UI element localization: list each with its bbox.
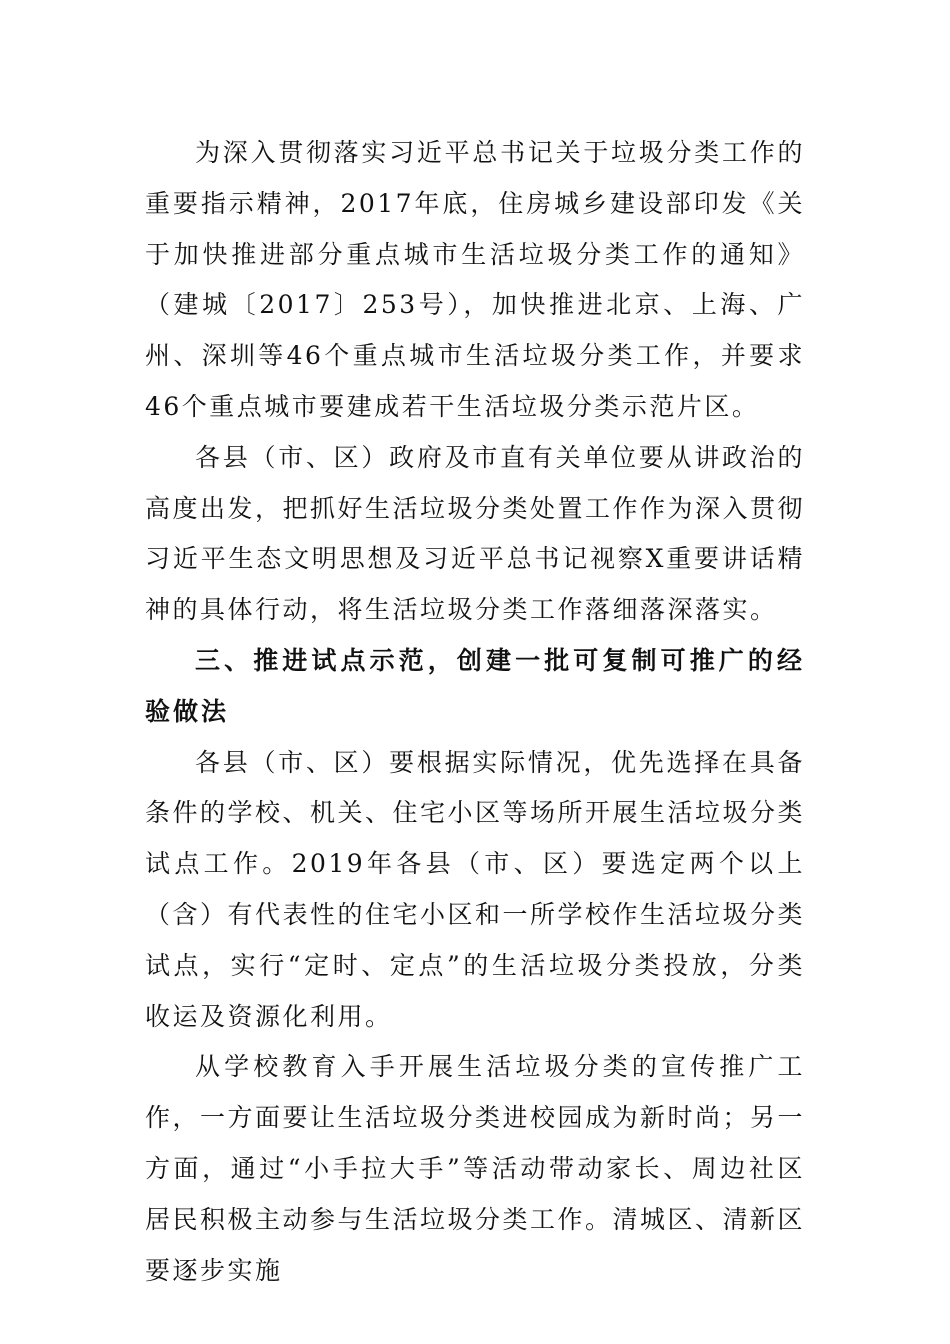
- document-body: [145, 128, 805, 1296]
- section-paragraph-1: 各县（市、区）要根据实际情况，优先选择在具备条件的学校、机关、住宅小区等场所开展生活垃圾分类试点工作。2019年各县（市、区）要选定两个以上（含）有代表性的住宅小区和一所学校作生活垃圾分类试点，实行“定时、定点”的生活垃圾分类投放，分类收运及资源化利用。: [145, 747, 806, 1031]
- body-paragraph-1: 为深入贯彻落实习近平总书记关于垃圾分类工作的重要指示精神，2017年底，住房城乡建设部印发《关于加快推进部分重点城市生活垃圾分类工作的通知》（建城〔2017〕253号），加快推进北京、上海、广州、深圳等46个重点城市生活垃圾分类工作，并要求46个重点城市要建成若干生活垃圾分类示范片区。: [145, 138, 805, 421]
- section-paragraph-2: 从学校教育入手开展生活垃圾分类的宣传推广工作，一方面要让生活垃圾分类进校园成为新时尚；另一方面，通过“小手拉大手”等活动带动家长、周边社区居民积极主动参与生活垃圾分类工作。清城区、清新区要逐步实施: [145, 1052, 806, 1285]
- section-heading: 三、推进试点示范，创建一批可复制可推广的经验做法: [145, 645, 805, 726]
- body-paragraph-2: 各县（市、区）政府及市直有关单位要从讲政治的高度出发，把抓好生活垃圾分类处置工作作为深入贯彻习近平生态文明思想及习近平总书记视察X重要讲话精神的具体行动，将生活垃圾分类工作落细落深落实。: [145, 442, 806, 625]
